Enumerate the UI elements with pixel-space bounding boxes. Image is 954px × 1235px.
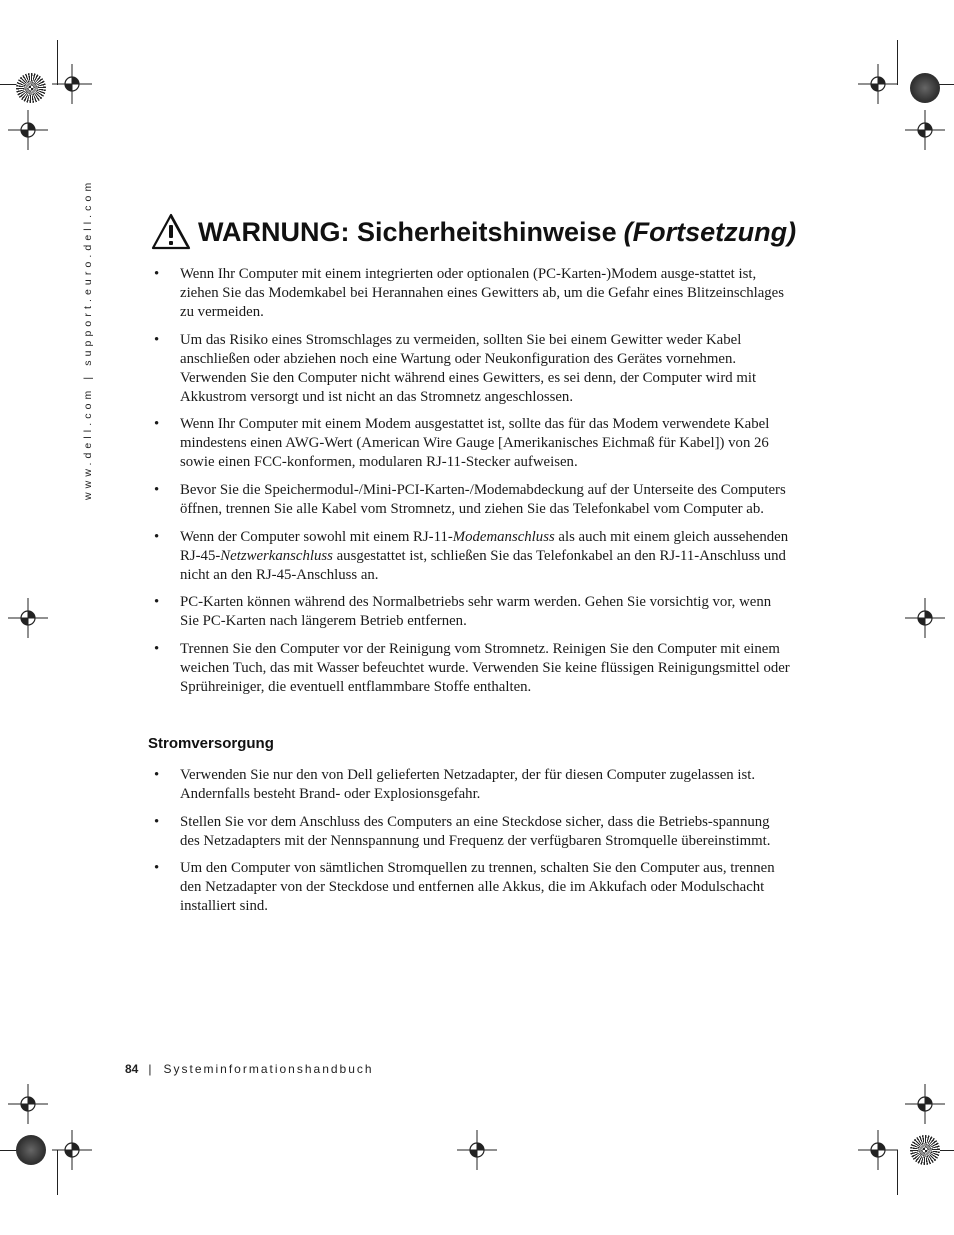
registration-mark-icon (905, 110, 945, 150)
list-item-text: PC-Karten können während des Normalbetriebs sehr warm werden. Gehen Sie vorsichtig vor, wenn Sie PC-Karten nach längerem Betrieb entfernen. (180, 594, 772, 630)
list-item-text: Wenn Ihr Computer mit einem integrierten oder optionalen (PC-Karten-)Modem ausge-stattet ist, ziehen Sie das Modemkabel bei Herannahen eines Gewitters ab, um die Gefahr eines Blitzeinschlages zu vermeiden. (180, 266, 784, 320)
list-item-text: Um den Computer von sämtlichen Stromquellen zu trennen, schalten Sie den Computer aus, trennen den Netzadapter von der Steckdose und entfernen alle Akkus, die im Akkufach oder Modulschacht installiert sind. (180, 860, 775, 915)
registration-mark-icon (8, 598, 48, 638)
list-item (150, 640, 792, 697)
registration-mark-icon (858, 1130, 898, 1170)
list-item-text: ausgestattet ist, schließen Sie das Telefonkabel an den RJ-11-Anschluss und nicht an den RJ-45-Anschluss an. (180, 547, 786, 583)
bullet-icon: • (154, 266, 160, 282)
page-number: 84 (125, 1062, 139, 1076)
modem-port-term: Modemanschluss (452, 528, 555, 545)
list-item (150, 528, 792, 585)
bullet-icon: • (154, 860, 160, 877)
registration-mark-icon (8, 1084, 48, 1124)
list-item (150, 415, 792, 472)
section-heading: Stromversorgung (148, 735, 274, 752)
side-url: www.dell.com | support.euro.dell.com (82, 178, 94, 500)
heading-title: WARNUNG: Sicherheitshinweise (198, 216, 617, 247)
color-target-icon (16, 73, 46, 103)
registration-mark-icon (52, 64, 92, 104)
color-target-icon (16, 1135, 46, 1165)
bullet-icon: • (154, 767, 160, 783)
list-item (150, 859, 792, 916)
safety-list (150, 265, 792, 706)
book-title: Systeminformationshandbuch (163, 1062, 374, 1076)
footer-separator: | (148, 1062, 152, 1076)
list-item-text: Trennen Sie den Computer vor der Reinigung vom Stromnetz. Reinigen Sie den Computer mit einem weichen Tuch, das mit Wasser befeuchtet wurde. Verwenden Sie keine flüssigen Reinigungsmittel oder Sprühreiniger, die eventuell entflammbare Stoffe enthalten. (180, 641, 790, 696)
list-item-text: Verwenden Sie nur den von Dell gelieferten Netzadapter, der für diesen Computer zugelassen ist. Andernfalls besteht Brand- oder Explosionsgefahr. (180, 767, 756, 802)
bullet-icon: • (154, 528, 160, 545)
bullet-icon: • (154, 641, 160, 658)
registration-mark-icon (8, 110, 48, 150)
list-item (150, 813, 792, 851)
power-list (150, 766, 792, 925)
network-port-term: Netzwerkanschluss (220, 547, 333, 564)
list-item (150, 593, 792, 631)
page-heading (150, 212, 796, 252)
page-footer (125, 1062, 374, 1076)
bullet-icon: • (154, 482, 160, 499)
bullet-icon: • (154, 813, 160, 830)
registration-mark-icon (457, 1130, 497, 1170)
bullet-icon: • (154, 331, 160, 348)
color-target-icon (910, 73, 940, 103)
list-item-text: Um das Risiko eines Stromschlages zu vermeiden, sollten Sie bei einem Gewitter weder Kabel anschließen oder abziehen noch eine Wartung oder Neukonfiguration des Gerätes vornehmen. Verwenden Sie den Computer nicht während eines Gewitters, es sei denn, der Computer wird mit Akkustrom versorgt und ist nicht an das Stromnetz angeschlossen. (180, 331, 757, 405)
list-item-text: Bevor Sie die Speichermodul-/Mini-PCI-Karten-/Modemabdeckung auf der Unterseite des Computers öffnen, trennen Sie alle Kabel vom Stromnetz, und ziehen Sie das Telefonkabel vom Computer ab. (180, 482, 786, 518)
list-item (150, 331, 792, 407)
list-item-text: Wenn Ihr Computer mit einem Modem ausgestattet ist, sollte das für das Modem verwendete Kabel mindestens einen AWG-Wert (American Wire Gauge [Amerikanisches Eichmaß für Kabel]) von 26 sowie einen FCC-konformen, modularen RJ-11-Stecker aufweisen. (180, 416, 770, 471)
color-target-icon (910, 1135, 940, 1165)
registration-mark-icon (905, 598, 945, 638)
registration-mark-icon (858, 64, 898, 104)
warning-triangle-icon (150, 212, 192, 252)
bullet-icon: • (154, 416, 160, 433)
registration-mark-icon (905, 1084, 945, 1124)
list-item-text: Stellen Sie vor dem Anschluss des Computers an eine Steckdose sicher, dass die Betriebs-spannung des Netzadapters mit der Nennspannung und Frequenz der verfügbaren Stromquelle übereinstimmt. (180, 813, 771, 849)
list-item (150, 481, 792, 519)
heading-title-continued: (Fortsetzung) (623, 216, 797, 247)
list-item-text: Wenn der Computer sowohl mit einem RJ-11- (180, 528, 453, 545)
list-item-text: als auch mit einem gleich aussehenden RJ-45- (180, 528, 789, 564)
list-item (150, 766, 792, 804)
registration-mark-icon (52, 1130, 92, 1170)
list-item (150, 265, 792, 322)
bullet-icon: • (154, 594, 160, 611)
